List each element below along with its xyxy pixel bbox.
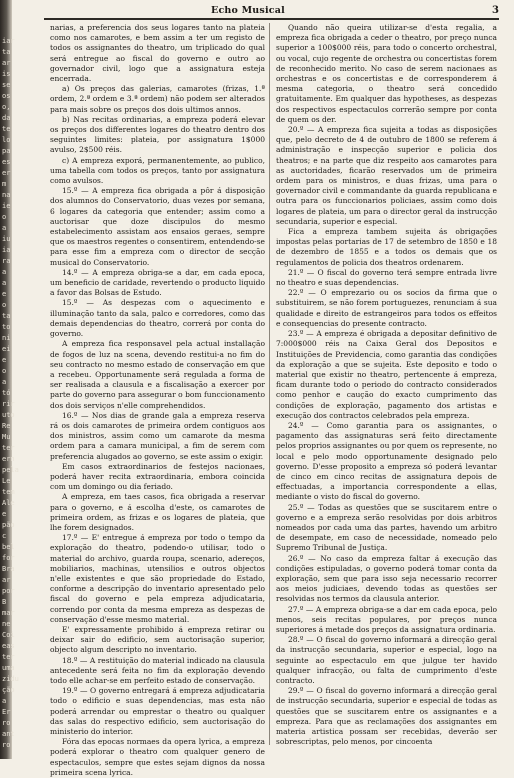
- page-header: [44, 5, 499, 17]
- paragraph: 20.º — A empreza fica sujeita a todas as disposições que, pelo decreto de 4 de outubro de 1800 se referem á administração e inspecção superior e policia dos theatros; e na parte que diz respeito aos camarotes para as auctoridades, ficarão reservados um de primeira ordem para os ministros, e duas frizas, uma para o governador civil e commandante da guarda republicana e outra para os funccionarios policiaes, assim como dois logares de plateia, um para o director geral da instrucção secundaria, superior e especial.: [276, 125, 497, 226]
- gutter-fragment: ter: [2, 444, 15, 452]
- gutter-fragment: ia: [2, 246, 11, 254]
- paragraph: b) Nas recitas ordinarias, a empreza poderá elevar os preços dos differentes logares do theatro dentro dos seguintes limites: plateia, por assignatura 1$000 avulso, 2$500 réis.: [50, 114, 265, 155]
- gutter-fragment: uma: [2, 664, 15, 672]
- page-number: 3: [492, 5, 499, 16]
- gutter-fragment: os: [2, 92, 11, 100]
- gutter-fragment: a: [2, 224, 7, 232]
- gutter-fragment: ar: [2, 576, 11, 584]
- paragraph: Quando não queira utilizar-se d'esta regalia, a empreza fica obrigada a ceder o theatro, por preço nunca superior a 100$000 réis, para todo o concerto orchestral, ou vocal, cujo regente de orchestra ou concertistas forem de reconhecido merito. No caso de serem nacionaes as orchestras e os concertistas e de corresponderem á mesma categoria, o theatro será concedido gratuitamente. Em qualquer das hypotheses, as despezas dos respectivos espectaculos correrão sempre por conta de quem os der.: [276, 23, 497, 124]
- paragraph: 14.º — A empreza obriga-se a dar, em cada epoca, um beneficio de caridade, revertendo o producto liquido a favor das Bolsas de Estudo.: [50, 267, 265, 298]
- gutter-fragment: er: [2, 169, 11, 177]
- right-column: [276, 23, 497, 747]
- paragraph: 19.º — O governo entregará á empreza adjudicataria todo o edificio e suas dependencias, mas esta não poderá arrendar ou emprestar o theatro ou qualquer das salas do respectivo edificio, sem auctorisação do ministerio do interior.: [50, 686, 265, 737]
- column-divider: [269, 23, 270, 745]
- gutter-fragment: ra: [2, 257, 11, 265]
- paragraph: E' expressamente prohibido á empreza retirar ou deixar sair do edificio, sem auctorisação superior, objecto algum descripto no inventario.: [50, 624, 265, 655]
- gutter-fragment: m: [2, 180, 7, 188]
- gutter-fragment: se: [2, 81, 11, 89]
- gutter-fragment: tó: [2, 389, 11, 397]
- paragraph: 18.º — A restituição do material indicado na clausula antecedente será feita no fim da exploração devendo todo elle achar-se em perfeito estado de conservação.: [50, 655, 265, 685]
- gutter-fragment: ção: [2, 686, 15, 694]
- gutter-fragment: Le: [2, 477, 11, 485]
- gutter-fragment: a: [2, 268, 7, 276]
- gutter-fragment: Coi: [2, 631, 15, 639]
- gutter-fragment: ne: [2, 620, 11, 628]
- gutter-fragment: iar: [2, 37, 15, 45]
- gutter-fragment: e: [2, 290, 7, 298]
- paragraph: 23.º — A empreza é obrigada a depositar definitivo de 7:000$000 réis na Caixa Geral dos Depositos e Instituições de Previdencia, como garantia das condições da exploração a que se sujeita. Este deposito e todo o material que existir no theatro, pertencente á empreza, ficam durante todo o periodo do contracto considerados como penhor e caução do exacto cumprimento das condições de exploração, pagamento dos artistas e execução dos contractos celebrados pela empreza.: [276, 329, 497, 420]
- gutter-fragment: a: [2, 378, 7, 386]
- gutter-fragment: ta: [2, 312, 11, 320]
- paragraph: A empreza, em taes casos, fica obrigada a reservar para o governo, e á escolha d'este, os camarotes de primeira ordem, as frizas e os logares de plateia, que lhe forem designados.: [50, 492, 265, 532]
- paragraph: c) A empreza exporá, permanentemente, ao publico, uma tabella com todos os preços, tanto por assignatura como avulsos.: [50, 155, 265, 186]
- gutter-fragment: te: [2, 125, 11, 133]
- gutter-fragment: o: [2, 213, 7, 221]
- gutter-fragment: zidu: [2, 675, 19, 683]
- gutter-fragment: e: [2, 356, 7, 364]
- gutter-fragment: na: [2, 191, 11, 199]
- gutter-fragment: uto: [2, 411, 15, 419]
- gutter-fragment: lo: [2, 136, 11, 144]
- gutter-fragment: ant: [2, 730, 15, 738]
- paragraph: 26.º — No caso da empreza faltar á execução das condições estipuladas, o governo poderá tomar conta da exploração, sem que para isso seja necessario recorrer aos meios judiciaes, devendo todas as questões ser resolvidas nos termos da clausula anterior.: [276, 553, 497, 604]
- gutter-fragment: is: [2, 70, 11, 78]
- paragraph: 24.º — Como garantia para os assignantes, o pagamento das assignaturas será feito directamente pelos proprios assignantes ou por quem os represente, no local e pelo modo opportunamente designado pelo governo. D'esse proposito a empreza só poderá levantar de cinco em cinco recitas de assignatura depois de effectuadas, a importancia correspondente a ellas, mediante o visto do fiscal do governo.: [276, 420, 497, 502]
- gutter-fragment: bel: [2, 543, 15, 551]
- gutter-fragment: ro: [2, 719, 11, 727]
- gutter-fragment: o,: [2, 103, 11, 111]
- gutter-fragment: Re: [2, 422, 11, 430]
- left-column: [50, 23, 265, 778]
- paragraph: a) Os preços das galerias, camarotes (frizas, 1.ª ordem, 2.ª ordem e 3.ª ordem) não podem ser alterados para mais sobre os preços dos dois ultimos annos.: [50, 84, 265, 114]
- adjacent-page-fragments: [2, 36, 19, 751]
- gutter-fragment: to: [2, 323, 11, 331]
- gutter-fragment: Mu: [2, 433, 11, 441]
- paragraph: Em casos extraordinarios de festejos nacionaes, poderá haver recita extraordinaria, embora coincida com um domingo ou dia feriado.: [50, 461, 265, 492]
- gutter-fragment: B: [2, 598, 7, 606]
- gutter-fragment: pão: [2, 521, 15, 529]
- paragraph: 21.º — O fiscal do governo terá sempre entrada livre no theatro e suas dependencias.: [276, 267, 497, 288]
- paragraph: narias, a preferencia dos seus logares tanto na plateia como nos camarotes, e bem assim a ter um registo de todos os assignantes do theatro, um triplicado do qual será entregue ao fiscal do governo e outro ao governador civil, logo que a assignatura esteja encerrada.: [50, 23, 265, 84]
- header-rule: [44, 18, 499, 20]
- gutter-fragment: eas: [2, 642, 15, 650]
- gutter-fragment: ta: [2, 48, 11, 56]
- paragraph: 22.º — O emprezario ou os socios da firma que o substituirem, se não forem portuguezes, renunciam á sua qualidade e direito de estrangeiros para todos os effeitos e consequencias do presente contracto.: [276, 288, 497, 328]
- journal-title: Echo Musical: [211, 5, 285, 16]
- gutter-fragment: da: [2, 114, 11, 122]
- paragraph: Fica a empreza tambem sujeita ás obrigações impostas pelas portarias de 17 de setembro de 1850 e 18 de dezembro de 1855 e a todos os demais que os regulamentos de policia dos theatros ordenarem.: [276, 227, 497, 267]
- gutter-fragment: ie: [2, 202, 11, 210]
- page-binding-gutter: [0, 0, 19, 759]
- gutter-fragment: iu: [2, 235, 11, 243]
- gutter-fragment: tem: [2, 488, 15, 496]
- paragraph: 29.º — O fiscal do governo informará a direcção geral de instrucção secundaria, superior e especial de todas as questões que se suscitarem entre os assignantes e a empreza. Para que as reclamações dos assignantes em materia artistica possam ser recebidas, deverão ser sobrescriptas, pelo menos, por cincoenta: [276, 686, 497, 747]
- gutter-fragment: for: [2, 554, 15, 562]
- gutter-fragment: pa: [2, 147, 11, 155]
- gutter-fragment: Er: [2, 708, 11, 716]
- gutter-fragment: ro: [2, 741, 11, 749]
- gutter-fragment: ni: [2, 334, 11, 342]
- gutter-fragment: o: [2, 367, 7, 375]
- gutter-fragment: ern: [2, 455, 15, 463]
- paragraph: 25.º — Todas as questões que se suscitarem entre o governo e a empreza serão resolvidas por dois arbitros nomeados por cada uma das partes, havendo um arbitro de desempate, em caso de necessidade, nomeado pelo Supremo Tribunal de Justiça.: [276, 502, 497, 553]
- gutter-fragment: mar: [2, 609, 15, 617]
- paragraph: 17.º — E' entregue á empreza por todo o tempo da exploração do theatro, podendo-o utilisar, todo o material do archivo, guarda roupa, scenario, adereços, mobiliarios, machinas, utensilios e outros objectos n'elle existentes e que são propriedade do Estado, conforme a descripção do inventario apresentado pelo fiscal do governo e pela empreza adjudicataria, correndo por conta da mesma empreza as despezas de conservação d'esse mesmo material.: [50, 533, 265, 624]
- gutter-fragment: e: [2, 510, 7, 518]
- gutter-fragment: a: [2, 697, 7, 705]
- paragraph: 16.º — Nos dias de grande gala a empreza reserva rá os dois camarotes de primeira ordem contiguos aos dos ministros, assim como um camarote da mesma ordem para a camara municipal, a fim de serem com preferencia alugados ao governo, se este assim o exigir.: [50, 410, 265, 461]
- gutter-fragment: a: [2, 279, 7, 287]
- gutter-fragment: Bra: [2, 565, 15, 573]
- gutter-fragment: por: [2, 587, 15, 595]
- gutter-fragment: c: [2, 532, 7, 540]
- gutter-fragment: pela: [2, 466, 19, 474]
- paragraph: 15.º — As despezas com o aquecimento e illuminação tanto da sala, palco e corredores, como das demais dependencias do theatro, correrá por conta do governo.: [50, 298, 265, 339]
- gutter-fragment: rir: [2, 400, 15, 408]
- gutter-fragment: o: [2, 301, 7, 309]
- gutter-fragment: es: [2, 158, 11, 166]
- paragraph: Fóra das epocas normaes da opera lyrica, a empreza poderá explorar o theatro com qualquer genero de espectaculos, sempre que estes sejam dignos da nossa primeira scena lyrica.: [50, 737, 265, 777]
- gutter-fragment: ter: [2, 653, 15, 661]
- gutter-fragment: ei: [2, 345, 11, 353]
- gutter-fragment: Ale: [2, 499, 15, 507]
- paragraph: A empreza fica responsavel pela actual installação de fogos de luz na scena, devendo restitui-a no fim do seu contracto no mesmo estado de conservação em que a recebeu. Opportunamente será regulada a forma de ser realisada a clausula e a fiscalisação a exercer por parte do governo para assegurar o bom funccionamento dos dois serviços n'elle comprehendidos.: [50, 339, 265, 410]
- paragraph: 28.º — O fiscal do governo informará a direcção geral da instrucção secundaria, superior e especial, logo na seguinte ao espectaculo em que julgue ter havido qualquer infracção, ou falta de cumprimento d'este contracto.: [276, 635, 497, 685]
- paragraph: 15.º — A empreza fica obrigada a pôr á disposição dos alumnos do Conservatorio, duas vezes por semana, 6 logares da categoria que entender; assim como a auctorisar que doze discipulos do mesmo estabelecimento assistam aos ensaios geraes, sempre que os maestros regentes o consentirem, entendendo-se para esse fim a empreza com o director de secção musical do Conservatorio.: [50, 186, 265, 267]
- paragraph: 27.º — A empreza obriga-se a dar em cada epoca, pelo menos, seis recitas populares, por preços nunca superiores á metade dos preços da assignatura ordinaria.: [276, 604, 497, 634]
- gutter-fragment: ar: [2, 59, 11, 67]
